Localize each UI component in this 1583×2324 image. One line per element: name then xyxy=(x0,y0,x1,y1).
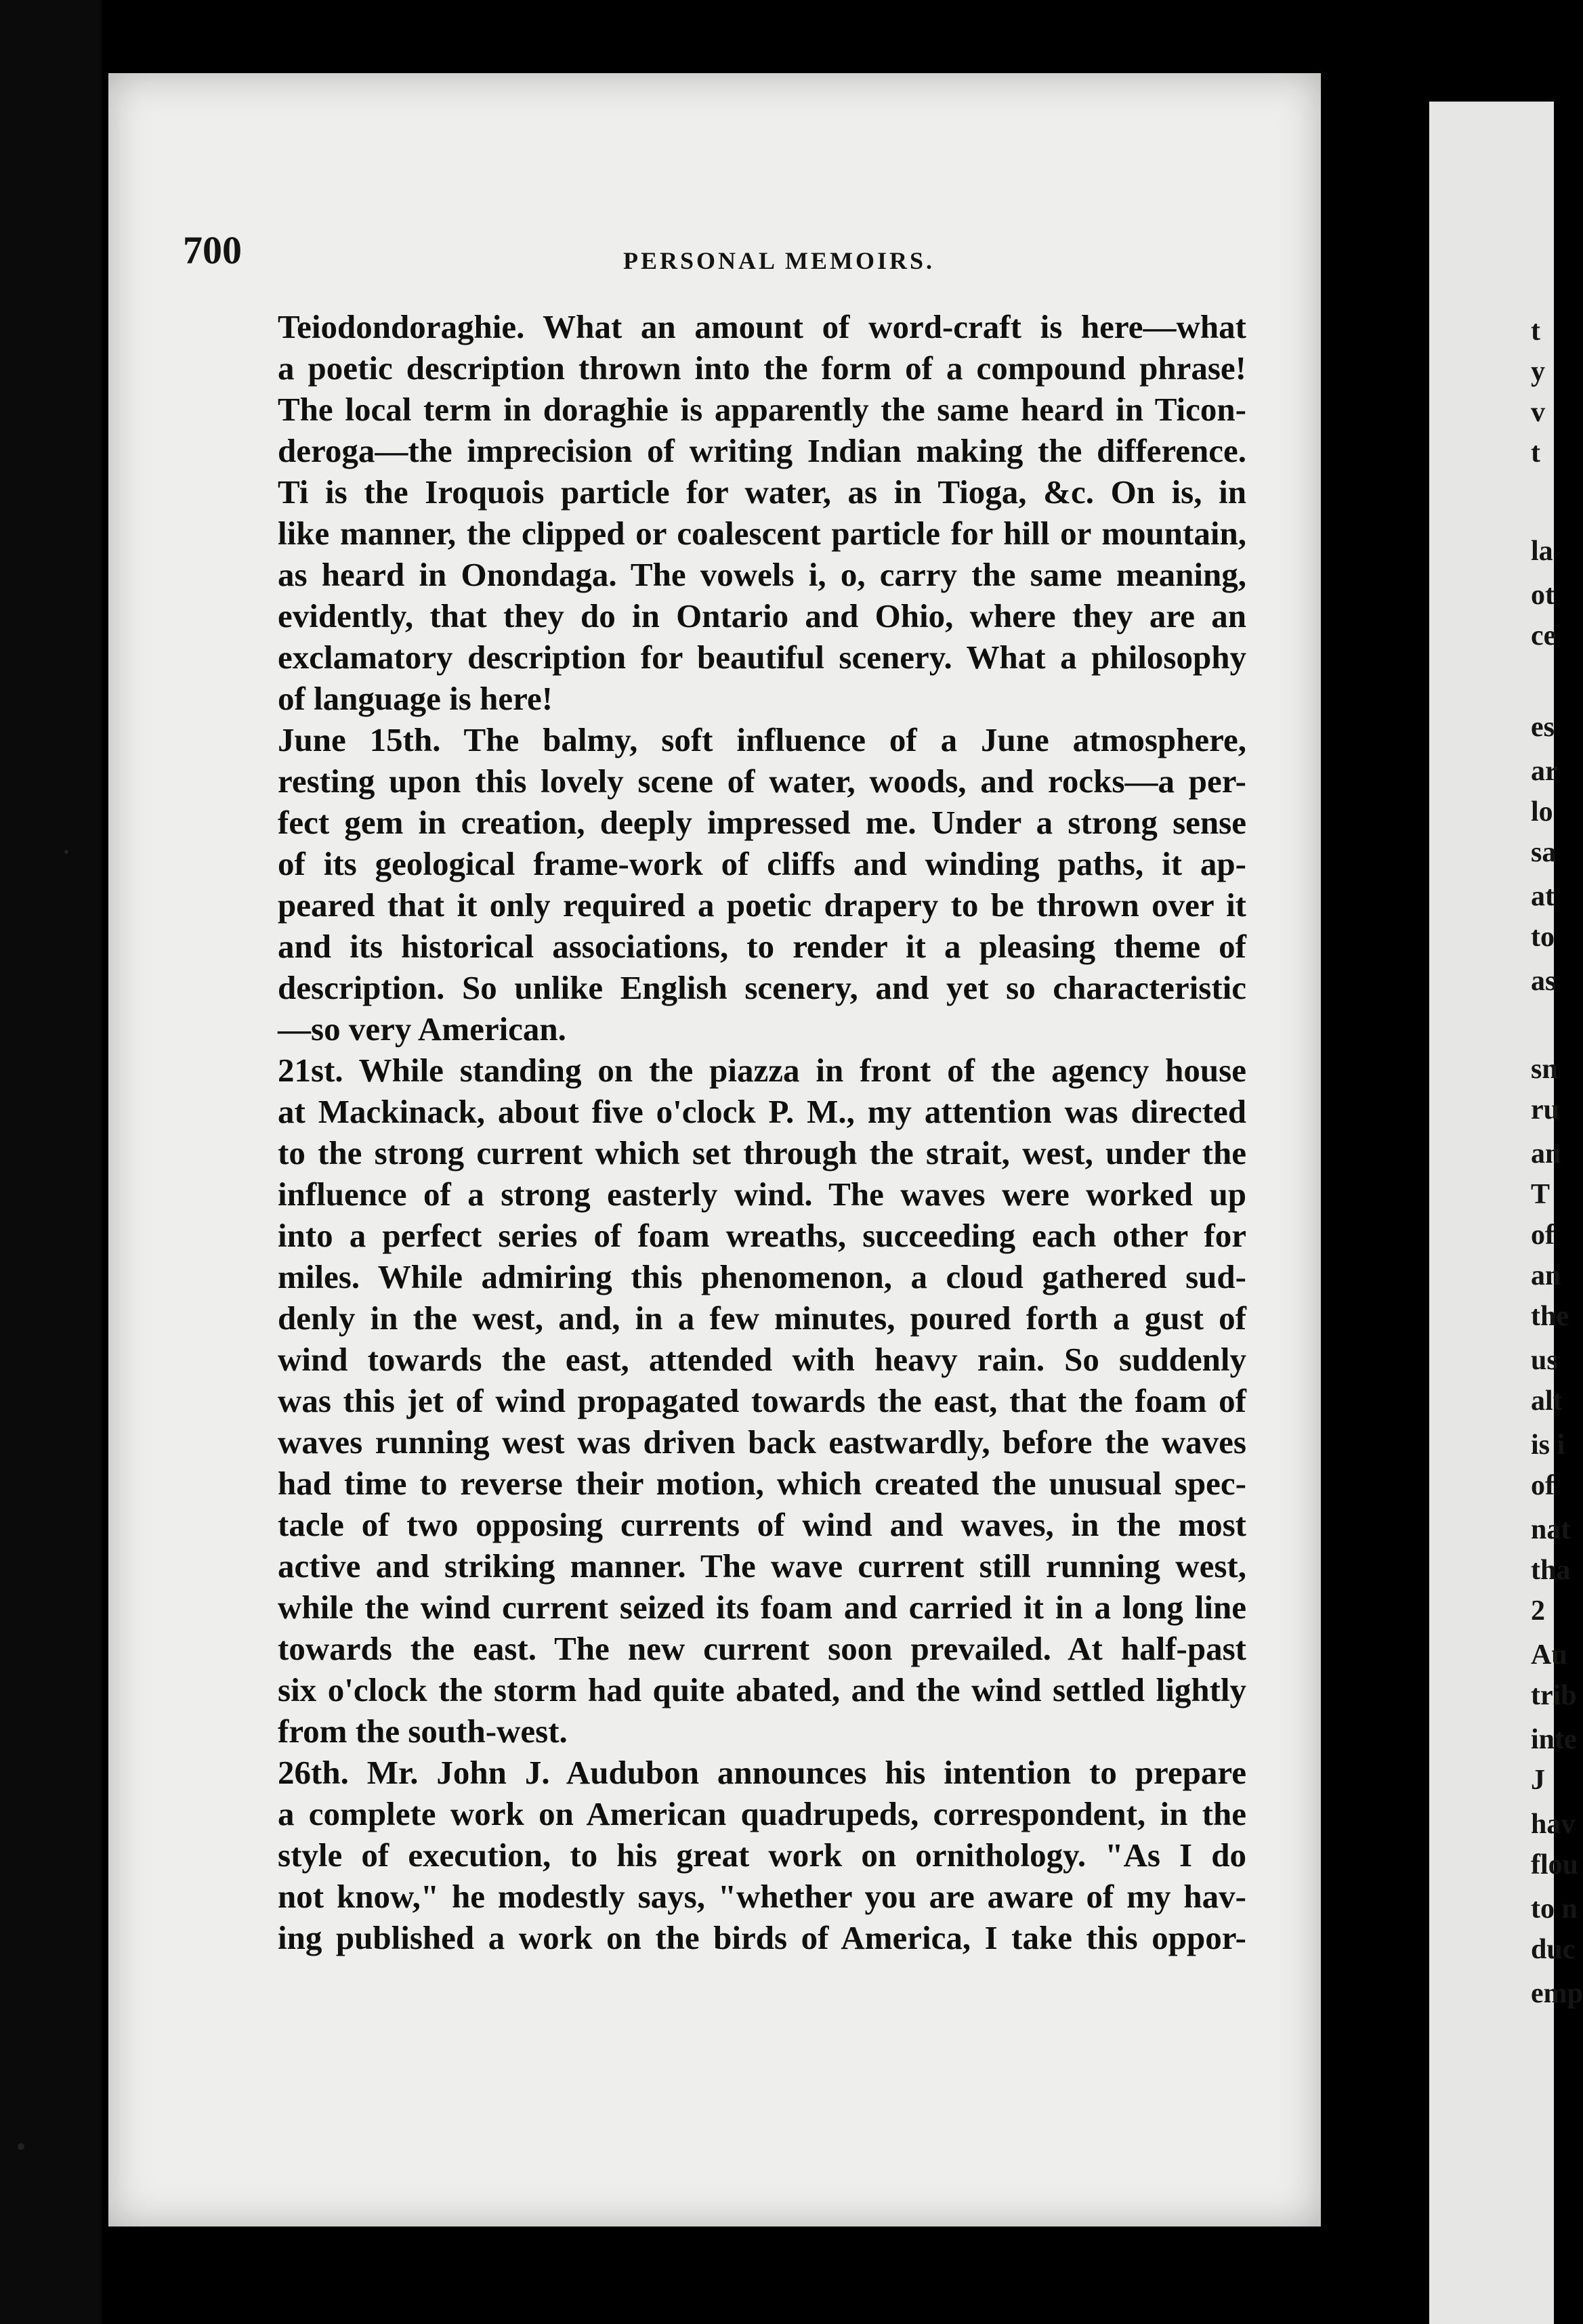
facing-fragment: J xyxy=(1531,1765,1545,1796)
facing-fragment: t xyxy=(1531,316,1540,347)
text-line: was this jet of wind propagated towards the east, that the foam of xyxy=(278,1382,1246,1419)
page-number: 700 xyxy=(183,228,242,272)
facing-fragment: hav xyxy=(1531,1809,1576,1840)
text-line: deroga—the imprecision of writing Indian making the difference. xyxy=(278,432,1246,469)
text-line: 26th. Mr. John J. Audubon announces his intention to prepare xyxy=(278,1754,1246,1791)
text-line: like manner, the clipped or coalescent particle for hill or mountain, xyxy=(278,515,1246,552)
text-line: tacle of two opposing currents of wind and waves, in the most xyxy=(278,1506,1246,1543)
facing-fragment: as xyxy=(1531,966,1557,997)
facing-fragment: t xyxy=(1531,437,1540,469)
text-line: peared that it only required a poetic drapery to be thrown over it xyxy=(278,886,1246,924)
text-line: Ti is the Iroquois particle for water, as in Tioga, &c. On is, in xyxy=(278,473,1246,511)
facing-fragment: ce xyxy=(1531,620,1557,651)
text-line: June 15th. The balmy, soft influence of a June atmosphere, xyxy=(278,721,1246,758)
scan-left-margin xyxy=(0,0,102,2324)
text-line: from the south-west. xyxy=(278,1713,568,1750)
facing-fragment: of xyxy=(1531,1470,1555,1501)
facing-fragment: sn xyxy=(1531,1054,1558,1085)
text-line: miles. While admiring this phenomenon, a cloud gathered sud- xyxy=(278,1258,1246,1295)
text-line: active and striking manner. The wave current still running west, xyxy=(278,1547,1246,1585)
facing-fragment: la xyxy=(1531,536,1553,567)
facing-fragment: v xyxy=(1531,397,1545,428)
facing-fragment: inte xyxy=(1531,1724,1577,1755)
facing-fragment: sa xyxy=(1531,837,1557,868)
facing-fragment: us xyxy=(1531,1345,1558,1376)
text-line: of language is here! xyxy=(278,680,553,717)
text-line: wind towards the east, attended with heavy rain. So suddenly xyxy=(278,1341,1246,1378)
facing-fragment: tha xyxy=(1531,1555,1571,1586)
scan-speck xyxy=(18,2143,24,2150)
facing-fragment: y xyxy=(1531,356,1545,387)
text-line: style of execution, to his great work on ornithology. "As I do xyxy=(278,1836,1246,1874)
text-line: —so very American. xyxy=(278,1010,566,1048)
text-line: a complete work on American quadrupeds, correspondent, in the xyxy=(278,1795,1246,1832)
facing-fragment: ru xyxy=(1531,1094,1559,1125)
text-line: had time to reverse their motion, which created the unusual spec- xyxy=(278,1465,1246,1502)
facing-fragment: flou xyxy=(1531,1849,1579,1880)
facing-fragment: 2 xyxy=(1531,1595,1545,1627)
facing-fragment: to n xyxy=(1531,1893,1578,1924)
text-line: fect gem in creation, deeply impressed me. Under a strong sense xyxy=(278,804,1246,841)
text-line: waves running west was driven back eastwardly, before the waves xyxy=(278,1423,1246,1461)
text-line: exclamatory description for beautiful scenery. What a philosophy xyxy=(278,639,1246,676)
facing-fragment: is i xyxy=(1531,1429,1565,1461)
text-line: while the wind current seized its foam and carried it in a long line xyxy=(278,1589,1246,1626)
facing-fragment: duc xyxy=(1531,1934,1576,1965)
text-line: influence of a strong easterly wind. The waves were worked up xyxy=(278,1176,1246,1213)
scan-speck xyxy=(64,850,68,854)
facing-fragment: es xyxy=(1531,712,1555,743)
facing-fragment: ot xyxy=(1531,580,1555,611)
text-line: 21st. While standing on the piazza in front of the agency house xyxy=(278,1052,1246,1089)
text-line: and its historical associations, to render it a pleasing theme of xyxy=(278,928,1246,965)
body-text xyxy=(278,306,1246,1958)
text-line: Teiodondoraghie. What an amount of word-craft is here—what xyxy=(278,308,1246,345)
text-line: six o'clock the storm had quite abated, and the wind settled lightly xyxy=(278,1671,1246,1708)
text-line: as heard in Onondaga. The vowels i, o, carry the same meaning, xyxy=(278,556,1246,593)
facing-fragment: Au xyxy=(1531,1639,1567,1671)
facing-fragment: T xyxy=(1531,1179,1550,1210)
text-line: at Mackinack, about five o'clock P. M., my attention was directed xyxy=(278,1093,1246,1130)
text-line: to the strong current which set through the strait, west, under the xyxy=(278,1134,1246,1171)
facing-fragment: ar xyxy=(1531,756,1558,787)
facing-fragment: at xyxy=(1531,881,1555,912)
text-line: not know," he modestly says, "whether you are aware of my hav- xyxy=(278,1878,1246,1915)
text-line: description. So unlike English scenery, and yet so characteristic xyxy=(278,969,1246,1006)
facing-fragment: of xyxy=(1531,1220,1555,1251)
facing-fragment: nat xyxy=(1531,1514,1571,1545)
text-line: The local term in doraghie is apparently the same heard in Ticon- xyxy=(278,391,1246,428)
text-line: ing published a work on the birds of America, I take this oppor- xyxy=(278,1919,1246,1956)
facing-fragment: trib xyxy=(1531,1680,1577,1711)
facing-fragment: an xyxy=(1531,1138,1561,1169)
text-line: of its geological frame-work of cliffs and winding paths, it ap- xyxy=(278,845,1246,882)
text-line: evidently, that they do in Ontario and Ohio, where they are an xyxy=(278,597,1246,634)
facing-fragment: the xyxy=(1531,1301,1569,1332)
text-line: towards the east. The new current soon prevailed. At half-past xyxy=(278,1630,1246,1667)
facing-fragment: to xyxy=(1531,922,1555,953)
text-line: denly in the west, and, in a few minutes, poured forth a gust of xyxy=(278,1299,1246,1337)
facing-fragment: emp xyxy=(1531,1978,1583,2009)
facing-fragment: an xyxy=(1531,1260,1561,1291)
facing-fragment: alt xyxy=(1531,1385,1563,1417)
text-line: a poetic description thrown into the form of a compound phrase! xyxy=(278,349,1246,387)
running-head: PERSONAL MEMOIRS. xyxy=(623,247,935,274)
text-line: into a perfect series of foam wreaths, succeeding each other for xyxy=(278,1217,1246,1254)
facing-fragment: lo xyxy=(1531,796,1553,827)
text-line: resting upon this lovely scene of water, woods, and rocks—a per- xyxy=(278,762,1246,800)
